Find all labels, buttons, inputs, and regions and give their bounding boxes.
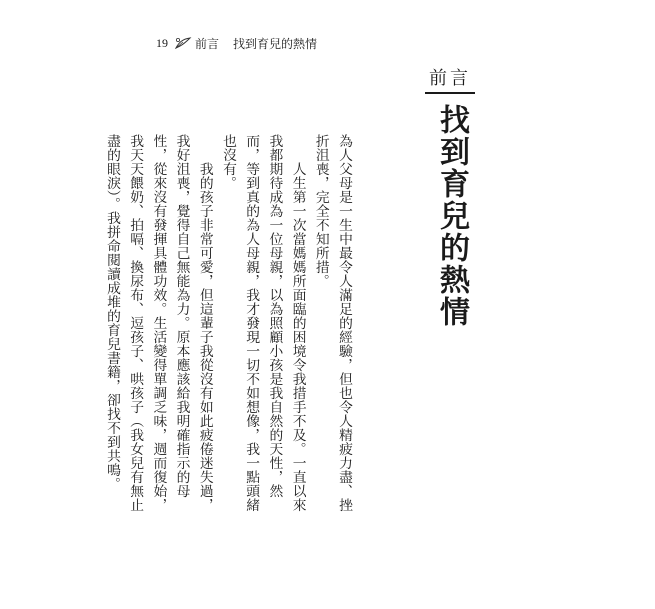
header-section-label: 前言 (195, 36, 220, 51)
paragraph: 人生第一次當媽媽所面臨的困境令我措手不及。一直以來我都期待成為一位母親，以為照顧小孩是我自然的天性，然而，等到真的為人母親，我才發現一切不如想像，我一點頭緒也沒有。 (219, 134, 306, 512)
section-label: 前言 (429, 68, 471, 89)
feather-ornament-icon (174, 36, 192, 50)
body-text (103, 134, 355, 514)
running-header (156, 35, 317, 51)
chapter-title: 找到育兒的熱情 (434, 104, 469, 328)
page-number: 19 (156, 35, 168, 50)
header-chapter-title: 找到育兒的熱情 (233, 36, 318, 51)
paragraph: 我的孩子非常可愛，但這輩子我從沒有如此疲倦迷失過，我好沮喪，覺得自己無能為力。原本應該給我明確指示的母性，從來沒有發揮具體功效。生活變得單調乏味，週而復始，我天天餵奶、拍嗝、換尿布、逗孩子、哄孩子（我女兒有無止盡的眼淚）。我拼命閱讀成堆的育兒書籍，卻找不到共鳴。 (103, 134, 213, 512)
section-divider (425, 92, 475, 94)
paragraph: 為人父母是一生中最令人滿足的經驗，但也令人精疲力盡、挫折沮喪，完全不知所措。 (312, 134, 352, 512)
